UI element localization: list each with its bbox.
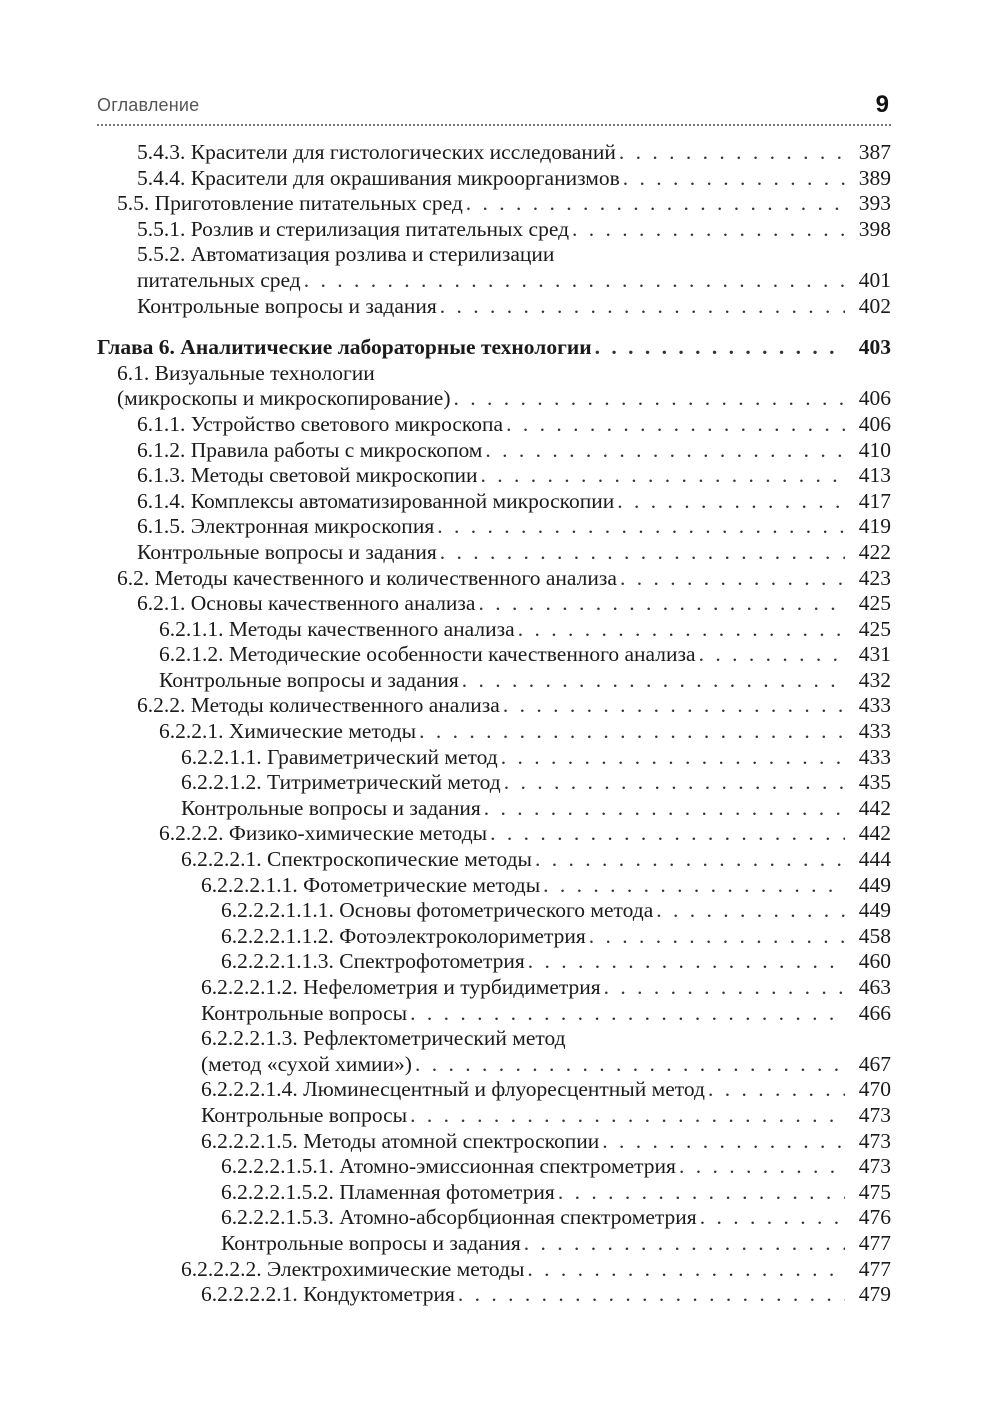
toc-entry-first-line[interactable]: 6.2.2.2.1.3. Рефлектометрический метод [201, 1026, 566, 1051]
toc-entry[interactable] [97, 873, 891, 899]
toc-entry-page: 433 [858, 744, 891, 769]
toc-entry-page: 402 [858, 293, 891, 318]
toc-entry-page: 460 [858, 949, 891, 974]
toc-entry-title: Контрольные вопросы и задания [181, 795, 481, 820]
toc-leader [528, 949, 845, 975]
toc-leader [518, 617, 845, 643]
toc-leader [700, 1205, 845, 1231]
toc-leader [415, 1052, 845, 1078]
toc-entry-page: 473 [858, 1128, 891, 1153]
toc-entry-page: 425 [858, 591, 891, 616]
toc-entry-title: Контрольные вопросы и задания [137, 539, 437, 564]
toc-entry-page: 432 [858, 667, 891, 692]
toc-leader [595, 335, 845, 361]
toc-entry[interactable] [97, 191, 891, 217]
toc-entry[interactable] [97, 719, 891, 745]
toc-entry-title: 5.5.1. Розлив и стерилизация питательных сред [137, 216, 570, 241]
toc-entry-page: 403 [858, 335, 891, 360]
toc-entry[interactable] [97, 463, 891, 489]
toc-entry-title: 6.2.2.2.1.1.2. Фотоэлектроколориметрия [221, 923, 586, 948]
toc-entry[interactable] [97, 438, 891, 464]
toc-entry-page: 442 [858, 821, 891, 846]
toc-entry-title: 6.2.2.2.1.2. Нефелометрия и турбидиметрия [201, 975, 601, 999]
toc-leader [524, 1231, 845, 1257]
toc-entry-title: 6.1.1. Устройство светового микроскопа [137, 411, 504, 436]
toc-entry-page: 449 [858, 898, 891, 923]
toc-leader [506, 412, 845, 438]
toc-leader [620, 566, 845, 592]
toc-entry[interactable] [97, 489, 891, 515]
header-dotted-rule [97, 124, 891, 126]
toc-entry[interactable] [97, 1257, 891, 1283]
toc-leader [572, 217, 845, 243]
toc-entry-page: 473 [858, 1102, 891, 1127]
toc-entry[interactable] [97, 140, 891, 166]
toc-leader [656, 898, 845, 924]
toc-entry-title: 6.2.2.2.1.5. Методы атомной спектроскопии [201, 1128, 600, 1153]
toc-leader [440, 294, 845, 320]
toc-leader [501, 745, 845, 771]
toc-entry[interactable] [97, 166, 891, 192]
toc-leader [478, 591, 845, 617]
toc-entry[interactable] [97, 566, 891, 592]
toc-entry[interactable] [97, 847, 891, 873]
toc-entry-page: 419 [858, 514, 891, 539]
toc-leader [485, 438, 845, 464]
toc-entry-page: 406 [858, 386, 891, 411]
toc-entry-title: 6.2.2.2.1.5.3. Атомно-абсорбционная спектрометрия [221, 1205, 697, 1230]
toc-entry[interactable] [97, 217, 891, 243]
toc-entry[interactable] [97, 591, 891, 617]
toc-entry[interactable] [97, 642, 891, 668]
toc-entry-page: 406 [858, 411, 891, 436]
toc-leader [504, 770, 845, 796]
toc-entry-title: 6.2.1.1. Методы качественного анализа [159, 616, 515, 641]
toc-entry-title: 6.2.2.2.1.1.1. Основы фотометрического метода [221, 898, 654, 923]
toc-entry-title: Контрольные вопросы и задания [159, 667, 459, 692]
toc-entry[interactable] [97, 949, 891, 975]
toc-leader [617, 489, 845, 515]
toc-entry[interactable] [97, 745, 891, 771]
toc-entry[interactable] [97, 1282, 891, 1308]
toc-leader [619, 140, 845, 166]
toc-entry-page: 431 [858, 642, 891, 667]
toc-entry[interactable] [97, 1154, 891, 1180]
toc-leader [543, 873, 845, 899]
toc-entry-page: 417 [858, 488, 891, 513]
toc-entry-title: 6.2.1.2. Методические особенности качественного анализа [159, 642, 696, 667]
toc-entry-title: 6.2.2.2.1.5.1. Атомно-эмиссионная спектрометрия [221, 1154, 676, 1179]
toc-entry-title: 6.1.4. Комплексы автоматизированной микроскопии [137, 488, 615, 513]
toc-entry-title: (метод «сухой химии») [201, 1051, 412, 1076]
toc-leader [708, 1077, 845, 1103]
toc-entry-title: (микроскопы и микроскопирование) [117, 386, 451, 411]
toc-entry[interactable] [97, 1129, 891, 1155]
toc-entry-page: 387 [858, 140, 891, 164]
running-header-title: Оглавление [97, 95, 200, 115]
toc-entry[interactable] [97, 1001, 891, 1027]
toc-leader [602, 1129, 845, 1155]
toc-entry-title: Контрольные вопросы [201, 1000, 408, 1025]
toc-entry[interactable] [97, 514, 891, 540]
toc-entry-title: 6.2. Методы качественного и количественного анализа [117, 565, 617, 590]
toc-entry-page: 458 [858, 923, 891, 948]
toc-entry[interactable] [97, 796, 891, 822]
toc-entry-title: 5.4.3. Красители для гистологических исследований [137, 140, 616, 164]
toc-leader [437, 514, 845, 540]
table-of-contents [97, 140, 891, 1308]
toc-entry-title: 6.2.2.1.1. Гравиметрический метод [181, 744, 498, 769]
toc-entry-page: 398 [858, 216, 891, 241]
toc-entry-title: 6.2.2.2.1.1. Фотометрические методы [201, 872, 541, 897]
toc-entry[interactable] [97, 770, 891, 796]
toc-entry-page: 477 [858, 1230, 891, 1255]
toc-entry-title: 6.1.2. Правила работы с микроскопом [137, 437, 483, 462]
toc-entry-title: питательных сред [137, 267, 301, 292]
toc-entry[interactable] [97, 1180, 891, 1206]
toc-entry-page: 449 [858, 872, 891, 897]
toc-entry[interactable] [97, 821, 891, 847]
toc-entry[interactable] [97, 412, 891, 438]
toc-entry-page: 401 [858, 267, 891, 292]
toc-leader [490, 821, 845, 847]
toc-entry-page: 389 [858, 165, 891, 190]
toc-entry[interactable] [97, 1231, 891, 1257]
toc-entry-title: 6.2.2.2.2.1. Кондуктометрия [201, 1282, 455, 1307]
toc-leader [466, 191, 845, 217]
toc-leader [458, 1282, 845, 1308]
toc-entry-page: 479 [858, 1282, 891, 1307]
toc-entry-title: 6.1.5. Электронная микроскопия [137, 514, 435, 539]
toc-entry-title: 6.2.2.2.1.4. Люминесцентный и флуоресцентный метод [201, 1077, 705, 1102]
toc-leader [484, 796, 845, 822]
toc-entry-page: 435 [858, 770, 891, 795]
toc-leader [699, 642, 845, 668]
toc-entry-first-line[interactable]: 5.5.2. Автоматизация розлива и стерилизации [137, 242, 555, 267]
toc-leader [527, 1257, 845, 1283]
toc-entry-page: 393 [858, 191, 891, 216]
toc-entry-title: Контрольные вопросы [201, 1102, 408, 1127]
toc-entry-page: 425 [858, 616, 891, 641]
toc-chapter-entry[interactable] [97, 335, 891, 361]
toc-entry-title: 6.1.3. Методы световой микроскопии [137, 463, 478, 488]
toc-entry-page: 466 [858, 1000, 891, 1025]
toc-entry-title: 5.4.4. Красители для окрашивания микроорганизмов [137, 165, 620, 190]
toc-entry[interactable] [97, 1052, 891, 1078]
toc-entry-title: 6.2.2.2.2. Электрохимические методы [181, 1256, 525, 1281]
toc-entry[interactable] [97, 1103, 891, 1129]
toc-entry-title: 6.2.2.1. Химические методы [159, 719, 417, 744]
toc-leader [535, 847, 845, 873]
page-number: 9 [875, 91, 889, 118]
toc-entry-page: 433 [858, 719, 891, 744]
toc-entry-page: 476 [858, 1205, 891, 1230]
chapter-spacer [97, 319, 891, 335]
toc-leader [558, 1180, 845, 1206]
toc-leader [462, 668, 845, 694]
toc-entry-page: 410 [858, 437, 891, 462]
toc-entry[interactable] [97, 1205, 891, 1231]
toc-entry[interactable] [97, 975, 891, 1001]
toc-leader [304, 268, 845, 294]
toc-entry[interactable] [97, 1077, 891, 1103]
toc-entry[interactable] [97, 617, 891, 643]
toc-leader [453, 386, 845, 412]
toc-entry-title: 6.2.2.2.1.5.2. Пламенная фотометрия [221, 1179, 555, 1204]
toc-leader [604, 975, 845, 1001]
toc-entry-title: Контрольные вопросы и задания [221, 1230, 521, 1255]
toc-leader [589, 924, 845, 950]
toc-leader [481, 463, 846, 489]
toc-chapter-title: Глава 6. Аналитические лабораторные технологии [97, 335, 592, 360]
toc-entry-page: 433 [858, 693, 891, 718]
toc-entry-title: 5.5. Приготовление питательных сред [117, 191, 463, 216]
toc-entry[interactable] [97, 668, 891, 694]
toc-entry-page: 463 [858, 975, 891, 999]
toc-entry-title: 6.2.2. Методы количественного анализа [137, 693, 500, 718]
toc-entry-title: 6.2.2.1.2. Титриметрический метод [181, 770, 501, 795]
toc-entry-title: 6.2.1. Основы качественного анализа [137, 591, 476, 616]
toc-entry-title: 6.2.2.2.1. Спектроскопические методы [181, 847, 532, 872]
toc-entry-title: 6.2.2.2.1.1.3. Спектрофотометрия [221, 949, 525, 974]
toc-entry[interactable] [97, 898, 891, 924]
toc-entry-page: 413 [858, 463, 891, 488]
toc-entry[interactable] [97, 386, 891, 412]
toc-entry-title: 6.2.2.2. Физико-химические методы [159, 821, 488, 846]
toc-entry-page: 442 [858, 795, 891, 820]
toc-entry[interactable] [97, 693, 891, 719]
toc-entry-page: 475 [858, 1179, 891, 1204]
toc-entry-first-line[interactable]: 6.1. Визуальные технологии [117, 360, 375, 385]
toc-leader [419, 719, 845, 745]
toc-entry-page: 477 [858, 1256, 891, 1281]
toc-entry-page: 444 [858, 847, 891, 872]
toc-entry[interactable] [97, 268, 891, 294]
toc-leader [410, 1001, 845, 1027]
toc-leader [679, 1154, 845, 1180]
toc-leader [503, 693, 845, 719]
toc-entry[interactable] [97, 924, 891, 950]
toc-entry-title: Контрольные вопросы и задания [137, 293, 437, 318]
toc-entry-page: 423 [858, 565, 891, 590]
toc-leader [410, 1103, 845, 1129]
toc-entry-page: 467 [858, 1051, 891, 1076]
toc-entry-page: 473 [858, 1154, 891, 1179]
toc-leader [440, 540, 845, 566]
running-header [97, 93, 891, 123]
toc-entry-page: 470 [858, 1077, 891, 1102]
toc-entry[interactable] [97, 540, 891, 566]
toc-entry[interactable] [97, 294, 891, 320]
toc-entry-page: 422 [858, 539, 891, 564]
toc-leader [623, 166, 845, 192]
